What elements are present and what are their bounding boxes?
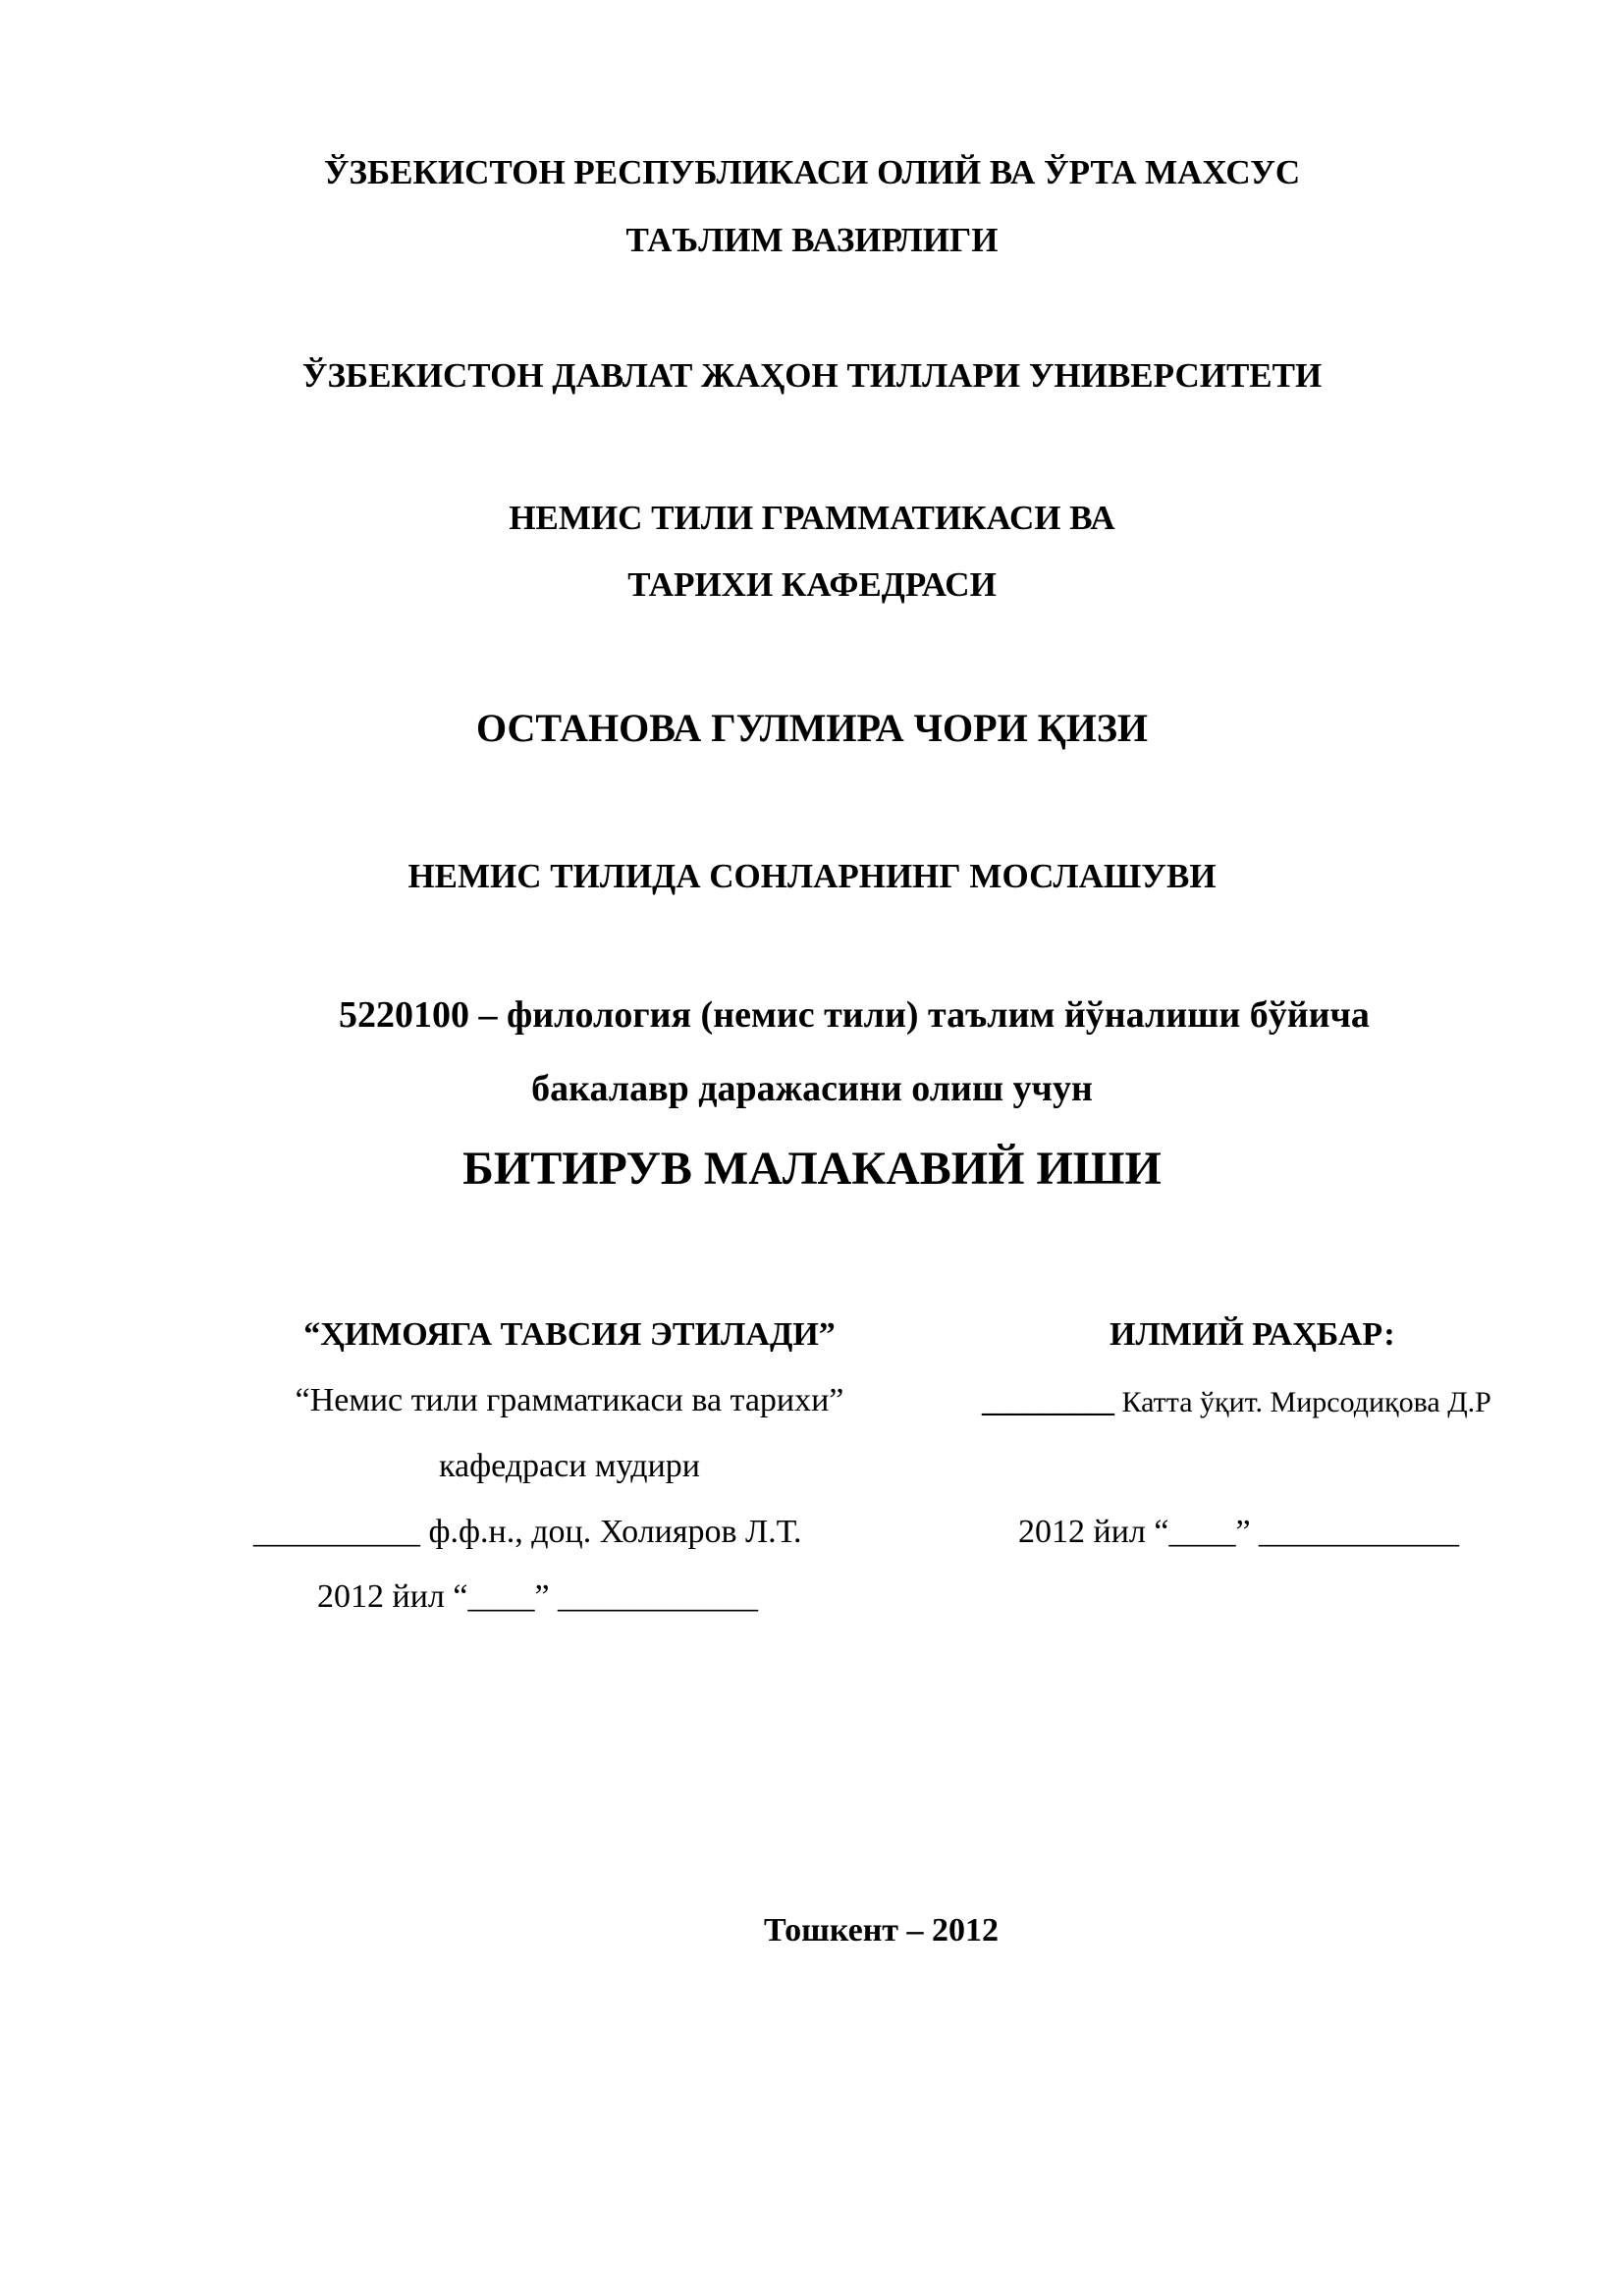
approval-signatory: ф.ф.н., доц. Холияров Л.Т. [420,1514,802,1550]
thesis-topic: НЕМИС ТИЛИДА СОНЛАРНИНГ МОСЛАШУВИ [407,857,1217,895]
university-name: ЎЗБЕКИСТОН ДАВЛАТ ЖАҲОН ТИЛЛАРИ УНИВЕРСИТЕТИ [301,356,1323,395]
approval-heading: “ҲИМОЯГА ТАВСИЯ ЭТИЛАДИ” [303,1316,836,1353]
degree-line-2: бакалавр даражасини олиш учун [531,1068,1093,1109]
department-line-2: ТАРИХИ КАФЕДРАСИ [627,565,997,604]
supervisor-heading: ИЛМИЙ РАҲБАР: [1110,1316,1395,1353]
department-line-1: НЕМИС ТИЛИ ГРАММАТИКАСИ ВА [509,499,1115,537]
approval-department-line: “Немис тили грамматикаси ва тарихи” [295,1382,844,1418]
signature-blank: _________ [982,1386,1114,1418]
approval-date: 2012 йил “____” ____________ [317,1578,759,1615]
place-year: Тошкент – 2012 [764,1912,999,1949]
signature-blank: __________ [253,1514,420,1550]
degree-line-1: 5220100 – филология (немис тили) таълим йўналиши бўйича [339,994,1370,1036]
approval-signature-line [253,1516,802,1549]
supervisor-name: Катта ўқит. Мирсодиқова Д.Р [1114,1386,1491,1418]
ministry-line-2: ТАЪЛИМ ВАЗИРЛИГИ [625,221,999,259]
supervisor-date: 2012 йил “____” ____________ [1018,1514,1460,1550]
work-type: БИТИРУВ МАЛАКАВИЙ ИШИ [462,1143,1162,1195]
author-name: ОСТАНОВА ГУЛМИРА ЧОРИ ҚИЗИ [475,706,1149,750]
ministry-line-1: ЎЗБЕКИСТОН РЕСПУБЛИКАСИ ОЛИЙ ВА ЎРТА МАХСУС [323,153,1301,191]
supervisor-signature-line [982,1388,1491,1417]
approval-head-title: кафедраси мудири [438,1448,700,1484]
